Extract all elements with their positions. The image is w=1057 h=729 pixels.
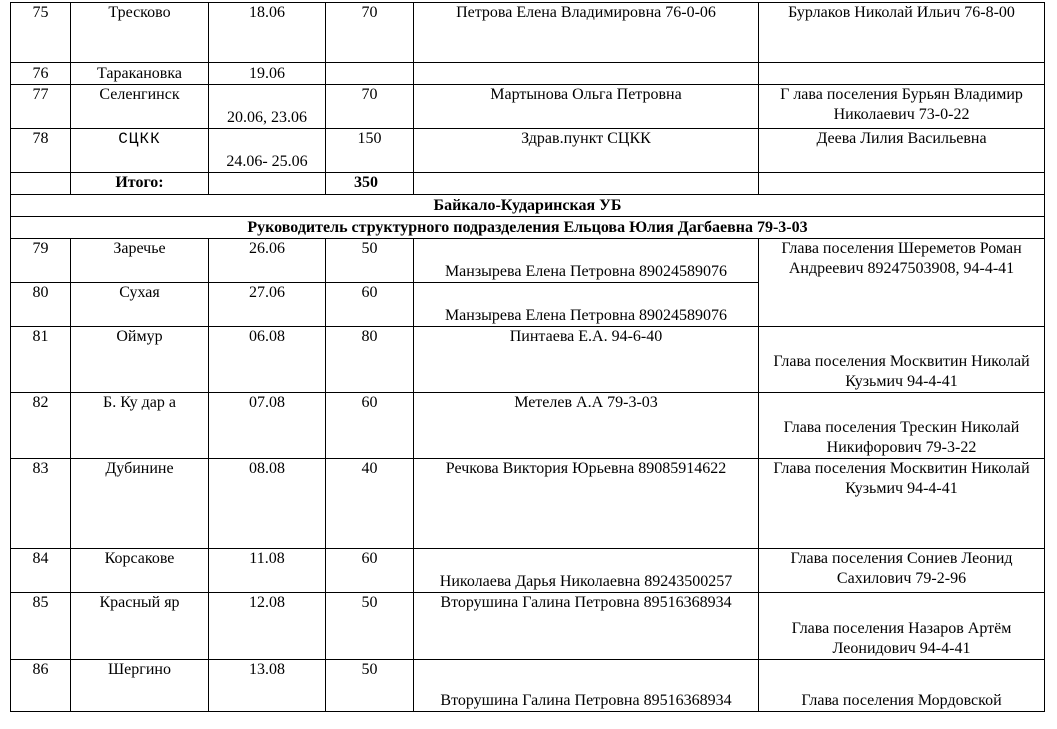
contact-person: Мартынова Ольга Петровна — [414, 85, 759, 129]
visit-date: 12.08 — [209, 593, 326, 660]
visit-date: 18.06 — [209, 3, 326, 63]
settlement-name: Заречье — [71, 239, 209, 283]
table-row — [11, 593, 1045, 660]
settlement-head: Глава поселения Назаров Артём Леонидович 94-4-41 — [759, 593, 1045, 660]
contact-person — [414, 63, 759, 85]
table-row — [11, 129, 1045, 173]
table-row — [11, 327, 1045, 393]
total-value: 350 — [326, 173, 414, 195]
row-number: 81 — [11, 327, 71, 393]
people-count: 50 — [326, 660, 414, 712]
contact-person: Манзырева Елена Петровна 89024589076 — [414, 283, 759, 327]
visit-date: 07.08 — [209, 393, 326, 459]
contact-person: Николаева Дарья Николаевна 89243500257 — [414, 549, 759, 593]
visit-date: 26.06 — [209, 239, 326, 283]
settlement-head: Деева Лилия Васильевна — [759, 129, 1045, 173]
schedule-table — [10, 2, 1045, 712]
settlement-head: Глава поселения Трескин Николай Никифорович 79-3-22 — [759, 393, 1045, 459]
people-count: 80 — [326, 327, 414, 393]
table-row — [11, 239, 1045, 283]
visit-date: 08.08 — [209, 459, 326, 549]
settlement-head: Глава поселения Москвитин Николай Кузьмич 94-4-41 — [759, 327, 1045, 393]
row-number: 82 — [11, 393, 71, 459]
row-number: 75 — [11, 3, 71, 63]
settlement-name: Б. Ку дар а — [71, 393, 209, 459]
people-count: 50 — [326, 593, 414, 660]
settlement-head: Глава поселения Мордовской — [759, 660, 1045, 712]
people-count: 150 — [326, 129, 414, 173]
contact-person: Вторушина Галина Петровна 89516368934 — [414, 593, 759, 660]
contact-person: Вторушина Галина Петровна 89516368934 — [414, 660, 759, 712]
row-number: 83 — [11, 459, 71, 549]
section-leader-row — [11, 217, 1045, 239]
empty-cell — [11, 173, 71, 195]
settlement-name: Шергино — [71, 660, 209, 712]
table-row — [11, 63, 1045, 85]
visit-date: 19.06 — [209, 63, 326, 85]
contact-person: Пинтаева Е.А. 94-6-40 — [414, 327, 759, 393]
section-title-row — [11, 195, 1045, 217]
contact-person: Манзырева Елена Петровна 89024589076 — [414, 239, 759, 283]
empty-cell — [414, 173, 759, 195]
settlement-head — [759, 63, 1045, 85]
contact-person: Речкова Виктория Юрьевна 89085914622 — [414, 459, 759, 549]
people-count: 40 — [326, 459, 414, 549]
total-row — [11, 173, 1045, 195]
settlement-name: Таракановка — [71, 63, 209, 85]
table-row — [11, 459, 1045, 549]
settlement-name: Селенгинск — [71, 85, 209, 129]
settlement-head: Глава поселения Сониев Леонид Сахилович 79-2-96 — [759, 549, 1045, 593]
table-row — [11, 85, 1045, 129]
visit-date: 24.06- 25.06 — [209, 129, 326, 173]
settlement-head: Глава поселения Москвитин Николай Кузьмич 94-4-41 — [759, 459, 1045, 549]
section-title: Байкало-Кударинская УБ — [11, 195, 1045, 217]
people-count: 50 — [326, 239, 414, 283]
people-count: 60 — [326, 549, 414, 593]
table-row — [11, 393, 1045, 459]
row-number: 76 — [11, 63, 71, 85]
visit-date: 27.06 — [209, 283, 326, 327]
contact-person: Петрова Елена Владимировна 76-0-06 — [414, 3, 759, 63]
visit-date: 06.08 — [209, 327, 326, 393]
settlement-name: Тресково — [71, 3, 209, 63]
people-count: 60 — [326, 283, 414, 327]
contact-person: Метелев А.А 79-3-03 — [414, 393, 759, 459]
settlement-head: Г лава поселения Бурьян Владимир Николаевич 73-0-22 — [759, 85, 1045, 129]
settlement-name: Оймур — [71, 327, 209, 393]
contact-person: Здрав.пункт СЦКК — [414, 129, 759, 173]
settlement-head: Глава поселения Шереметов Роман Андреевич 89247503908, 94-4-41 — [759, 239, 1045, 327]
table-row — [11, 549, 1045, 593]
settlement-name: Сухая — [71, 283, 209, 327]
settlement-name: Дубинине — [71, 459, 209, 549]
row-number: 85 — [11, 593, 71, 660]
row-number: 79 — [11, 239, 71, 283]
settlement-name: Корсакове — [71, 549, 209, 593]
row-number: 78 — [11, 129, 71, 173]
visit-date: 13.08 — [209, 660, 326, 712]
table-row — [11, 660, 1045, 712]
visit-date: 11.08 — [209, 549, 326, 593]
people-count: 60 — [326, 393, 414, 459]
section-leader: Руководитель структурного подразделения Ельцова Юлия Дагбаевна 79-3-03 — [11, 217, 1045, 239]
visit-date: 20.06, 23.06 — [209, 85, 326, 129]
people-count: 70 — [326, 85, 414, 129]
table-row — [11, 3, 1045, 63]
settlement-name: СЦКК — [71, 129, 209, 173]
total-label: Итого: — [71, 173, 209, 195]
empty-cell — [209, 173, 326, 195]
settlement-head: Бурлаков Николай Ильич 76-8-00 — [759, 3, 1045, 63]
row-number: 86 — [11, 660, 71, 712]
document-page — [10, 2, 1044, 712]
settlement-name: Красный яр — [71, 593, 209, 660]
row-number: 84 — [11, 549, 71, 593]
people-count — [326, 63, 414, 85]
row-number: 77 — [11, 85, 71, 129]
empty-cell — [759, 173, 1045, 195]
people-count: 70 — [326, 3, 414, 63]
row-number: 80 — [11, 283, 71, 327]
